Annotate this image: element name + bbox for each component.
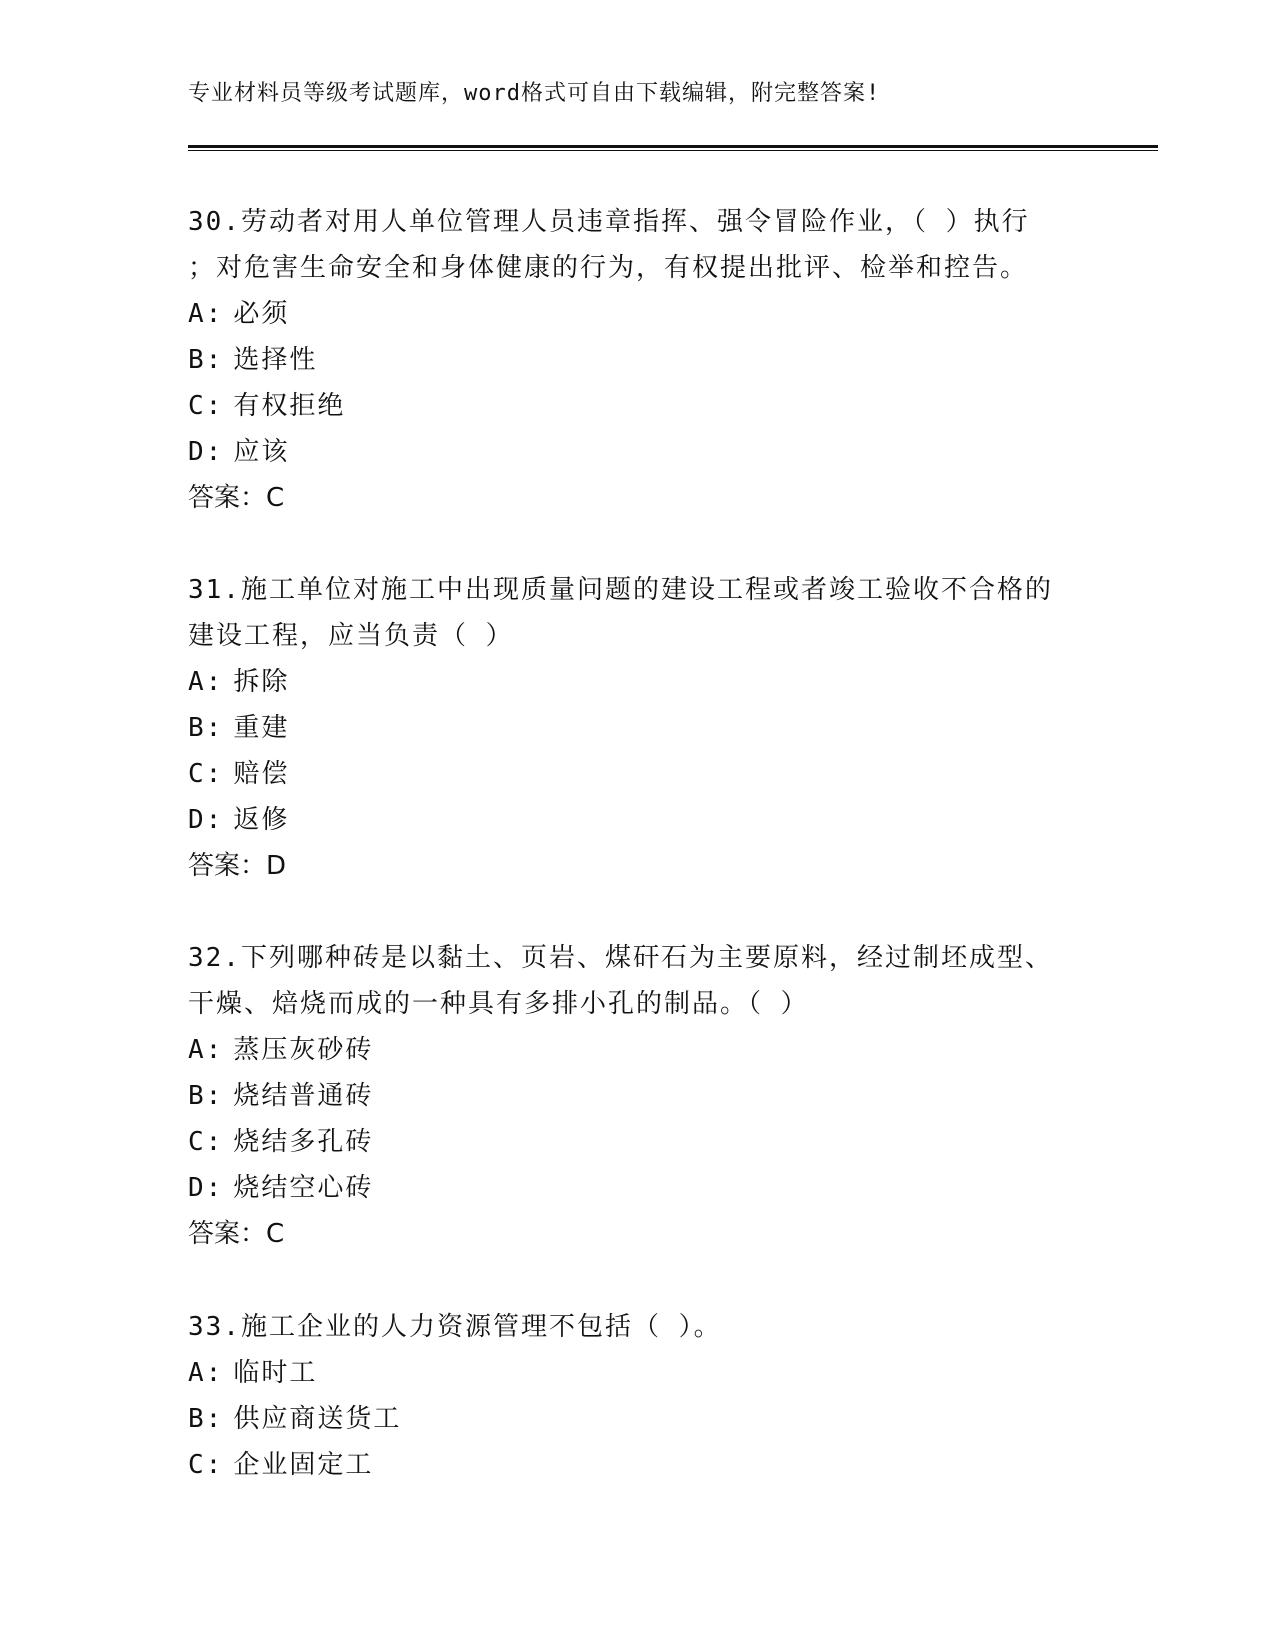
question-text-line: 干燥、焙烧而成的一种具有多排小孔的制品。（ ） [188, 989, 809, 1019]
option-text: 烧结空心砖 [233, 1173, 374, 1203]
question-text-line: 31.施工单位对施工中出现质量问题的建设工程或者竣工验收不合格的 [188, 575, 1053, 605]
question-text-line: 32.下列哪种砖是以黏土、页岩、煤矸石为主要原料，经过制坯成型、 [188, 943, 1053, 973]
option-text: 烧结普通砖 [233, 1081, 374, 1111]
option-text: 必须 [233, 299, 290, 329]
option-key: C: [188, 1127, 224, 1157]
option-key: B: [188, 713, 224, 743]
option-key: B: [188, 1081, 224, 1111]
option-c [188, 751, 1088, 797]
option-d [188, 1165, 1088, 1211]
option-text: 返修 [233, 805, 290, 835]
option-c [188, 383, 1088, 429]
option-text: 临时工 [233, 1358, 318, 1388]
option-text: 有权拒绝 [233, 391, 346, 421]
option-a [188, 291, 1088, 337]
question-text-line: ；对危害生命安全和身体健康的行为，有权提出批评、检举和控告。 [188, 253, 1029, 283]
option-a [188, 1350, 1088, 1396]
question-text-line: 建设工程，应当负责（ ） [188, 621, 514, 651]
option-b [188, 1396, 1088, 1442]
option-key: A: [188, 1035, 224, 1065]
question-33 [188, 1304, 1088, 1488]
option-key: C: [188, 391, 224, 421]
option-key: A: [188, 1358, 224, 1388]
answer-line: 答案：C [188, 483, 285, 513]
option-text: 赔偿 [233, 759, 290, 789]
option-key: D: [188, 1173, 224, 1203]
option-key: A: [188, 299, 224, 329]
answer-line: 答案：C [188, 1219, 285, 1249]
option-b [188, 1073, 1088, 1119]
option-key: D: [188, 437, 224, 467]
answer-line: 答案：D [188, 851, 287, 881]
option-d [188, 797, 1088, 843]
option-d [188, 429, 1088, 475]
option-a [188, 1027, 1088, 1073]
question-text-line: 30.劳动者对用人单位管理人员违章指挥、强令冒险作业，（ ）执行 [188, 207, 1030, 237]
option-key: A: [188, 667, 224, 697]
option-text: 供应商送货工 [233, 1404, 402, 1434]
header-note: 专业材料员等级考试题库，word格式可自由下载编辑，附完整答案! [188, 81, 881, 106]
option-key: D: [188, 805, 224, 835]
option-text: 重建 [233, 713, 290, 743]
option-key: B: [188, 1404, 224, 1434]
option-key: C: [188, 759, 224, 789]
question-32 [188, 935, 1088, 1257]
option-text: 烧结多孔砖 [233, 1127, 374, 1157]
header-rule-thick [188, 145, 1158, 148]
question-30 [188, 199, 1088, 521]
option-text: 应该 [233, 437, 290, 467]
option-text: 企业固定工 [233, 1450, 374, 1480]
question-text-line: 33.施工企业的人力资源管理不包括（ ）。 [188, 1312, 722, 1342]
option-c [188, 1442, 1088, 1488]
option-b [188, 337, 1088, 383]
option-text: 蒸压灰砂砖 [233, 1035, 374, 1065]
option-text: 选择性 [233, 345, 318, 375]
option-text: 拆除 [233, 667, 290, 697]
option-a [188, 659, 1088, 705]
header-rule-thin [188, 150, 1158, 151]
option-b [188, 705, 1088, 751]
option-key: B: [188, 345, 224, 375]
question-31 [188, 567, 1088, 889]
option-key: C: [188, 1450, 224, 1480]
option-c [188, 1119, 1088, 1165]
